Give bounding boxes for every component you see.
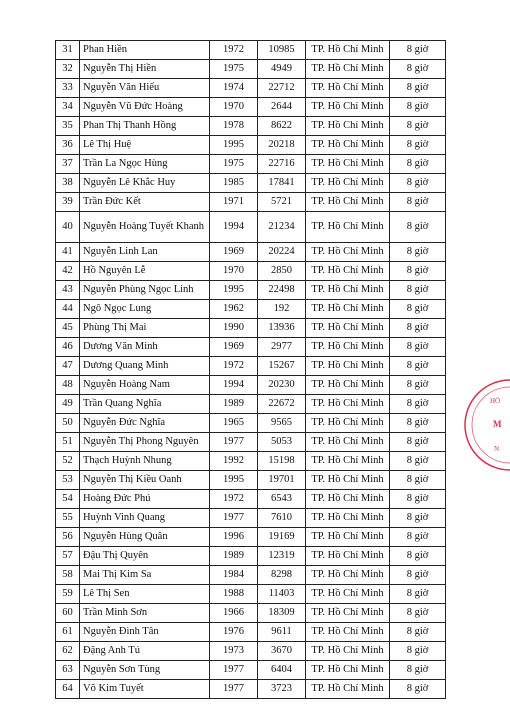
- table-row: [56, 509, 446, 528]
- table-row: [56, 41, 446, 60]
- cell-stt: 39: [56, 193, 80, 212]
- cell-year: 1972: [210, 357, 258, 376]
- table-row: [56, 193, 446, 212]
- table-row: [56, 528, 446, 547]
- cell-stt: 48: [56, 376, 80, 395]
- cell-year: 1994: [210, 376, 258, 395]
- red-seal-stamp: [470, 375, 510, 475]
- table-row: [56, 452, 446, 471]
- cell-hours: 8 giờ: [390, 319, 446, 338]
- cell-stt: 61: [56, 623, 80, 642]
- cell-year: 1988: [210, 585, 258, 604]
- cell-city: TP. Hồ Chí Minh: [306, 60, 390, 79]
- cell-name: Nguyễn Hùng Quân: [80, 528, 210, 547]
- cell-id: 2850: [258, 262, 306, 281]
- cell-city: TP. Hồ Chí Minh: [306, 243, 390, 262]
- cell-hours: 8 giờ: [390, 376, 446, 395]
- cell-name: Nguyễn Thị Phong Nguyên: [80, 433, 210, 452]
- cell-year: 1995: [210, 136, 258, 155]
- cell-hours: 8 giờ: [390, 471, 446, 490]
- cell-year: 1985: [210, 174, 258, 193]
- cell-city: TP. Hồ Chí Minh: [306, 680, 390, 699]
- cell-hours: 8 giờ: [390, 136, 446, 155]
- table-row: [56, 300, 446, 319]
- cell-stt: 40: [56, 212, 80, 243]
- cell-stt: 55: [56, 509, 80, 528]
- cell-city: TP. Hồ Chí Minh: [306, 136, 390, 155]
- cell-year: 1984: [210, 566, 258, 585]
- cell-city: TP. Hồ Chí Minh: [306, 414, 390, 433]
- cell-city: TP. Hồ Chí Minh: [306, 174, 390, 193]
- cell-hours: 8 giờ: [390, 174, 446, 193]
- cell-hours: 8 giờ: [390, 79, 446, 98]
- cell-name: Phùng Thị Mai: [80, 319, 210, 338]
- roster-table: [55, 40, 446, 699]
- table-row: [56, 281, 446, 300]
- table-row: [56, 243, 446, 262]
- cell-stt: 53: [56, 471, 80, 490]
- cell-id: 2977: [258, 338, 306, 357]
- cell-year: 1996: [210, 528, 258, 547]
- cell-hours: 8 giờ: [390, 623, 446, 642]
- cell-hours: 8 giờ: [390, 395, 446, 414]
- cell-year: 1977: [210, 433, 258, 452]
- cell-hours: 8 giờ: [390, 642, 446, 661]
- cell-stt: 35: [56, 117, 80, 136]
- cell-id: 22712: [258, 79, 306, 98]
- cell-city: TP. Hồ Chí Minh: [306, 585, 390, 604]
- cell-id: 5721: [258, 193, 306, 212]
- cell-id: 22716: [258, 155, 306, 174]
- cell-year: 1972: [210, 490, 258, 509]
- cell-id: 19169: [258, 528, 306, 547]
- table-row: [56, 338, 446, 357]
- cell-stt: 43: [56, 281, 80, 300]
- cell-id: 12319: [258, 547, 306, 566]
- cell-city: TP. Hồ Chí Minh: [306, 395, 390, 414]
- cell-city: TP. Hồ Chí Minh: [306, 433, 390, 452]
- cell-hours: 8 giờ: [390, 357, 446, 376]
- cell-stt: 57: [56, 547, 80, 566]
- cell-stt: 36: [56, 136, 80, 155]
- cell-stt: 64: [56, 680, 80, 699]
- cell-year: 1995: [210, 281, 258, 300]
- cell-name: Trần Minh Sơn: [80, 604, 210, 623]
- cell-city: TP. Hồ Chí Minh: [306, 661, 390, 680]
- roster-body: [56, 41, 446, 699]
- table-row: [56, 433, 446, 452]
- cell-name: Nguyễn Thị Kiều Oanh: [80, 471, 210, 490]
- table-row: [56, 357, 446, 376]
- cell-name: Trần Đức Kết: [80, 193, 210, 212]
- cell-name: Đặng Anh Tú: [80, 642, 210, 661]
- table-row: [56, 623, 446, 642]
- cell-hours: 8 giờ: [390, 509, 446, 528]
- cell-city: TP. Hồ Chí Minh: [306, 547, 390, 566]
- cell-year: 1977: [210, 680, 258, 699]
- table-row: [56, 642, 446, 661]
- cell-name: Phan Thị Thanh Hồng: [80, 117, 210, 136]
- table-row: [56, 262, 446, 281]
- cell-stt: 41: [56, 243, 80, 262]
- cell-city: TP. Hồ Chí Minh: [306, 262, 390, 281]
- cell-city: TP. Hồ Chí Minh: [306, 509, 390, 528]
- cell-id: 3670: [258, 642, 306, 661]
- cell-id: 9565: [258, 414, 306, 433]
- cell-city: TP. Hồ Chí Minh: [306, 566, 390, 585]
- cell-city: TP. Hồ Chí Minh: [306, 41, 390, 60]
- cell-city: TP. Hồ Chí Minh: [306, 212, 390, 243]
- cell-id: 5053: [258, 433, 306, 452]
- cell-name: Nguyễn Phùng Ngọc Linh: [80, 281, 210, 300]
- cell-hours: 8 giờ: [390, 414, 446, 433]
- cell-id: 11403: [258, 585, 306, 604]
- cell-stt: 33: [56, 79, 80, 98]
- cell-year: 1970: [210, 262, 258, 281]
- cell-stt: 45: [56, 319, 80, 338]
- cell-hours: 8 giờ: [390, 300, 446, 319]
- cell-name: Mai Thị Kim Sa: [80, 566, 210, 585]
- cell-id: 20218: [258, 136, 306, 155]
- cell-year: 1978: [210, 117, 258, 136]
- cell-name: Nguyễn Thị Hiền: [80, 60, 210, 79]
- cell-name: Võ Kim Tuyết: [80, 680, 210, 699]
- cell-name: Nguyễn Đình Tân: [80, 623, 210, 642]
- cell-year: 1975: [210, 60, 258, 79]
- cell-name: Phan Hiền: [80, 41, 210, 60]
- cell-name: Dương Văn Minh: [80, 338, 210, 357]
- table-row: [56, 136, 446, 155]
- cell-id: 10985: [258, 41, 306, 60]
- cell-year: 1974: [210, 79, 258, 98]
- cell-stt: 32: [56, 60, 80, 79]
- cell-city: TP. Hồ Chí Minh: [306, 79, 390, 98]
- cell-hours: 8 giờ: [390, 212, 446, 243]
- table-row: [56, 319, 446, 338]
- cell-id: 9611: [258, 623, 306, 642]
- cell-name: Lê Thị Huệ: [80, 136, 210, 155]
- cell-hours: 8 giờ: [390, 490, 446, 509]
- table-row: [56, 60, 446, 79]
- svg-text:N: N: [494, 445, 500, 453]
- cell-hours: 8 giờ: [390, 661, 446, 680]
- cell-name: Nguyễn Hoàng Nam: [80, 376, 210, 395]
- table-row: [56, 490, 446, 509]
- cell-hours: 8 giờ: [390, 193, 446, 212]
- table-row: [56, 680, 446, 699]
- cell-hours: 8 giờ: [390, 60, 446, 79]
- cell-name: Nguyễn Lê Khắc Huy: [80, 174, 210, 193]
- cell-stt: 63: [56, 661, 80, 680]
- cell-city: TP. Hồ Chí Minh: [306, 357, 390, 376]
- cell-year: 1970: [210, 98, 258, 117]
- table-row: [56, 395, 446, 414]
- cell-stt: 47: [56, 357, 80, 376]
- cell-id: 22672: [258, 395, 306, 414]
- cell-city: TP. Hồ Chí Minh: [306, 623, 390, 642]
- table-row: [56, 661, 446, 680]
- cell-name: Huỳnh Vinh Quang: [80, 509, 210, 528]
- cell-id: 8622: [258, 117, 306, 136]
- cell-hours: 8 giờ: [390, 338, 446, 357]
- cell-name: Nguyễn Sơn Tùng: [80, 661, 210, 680]
- cell-id: 3723: [258, 680, 306, 699]
- cell-city: TP. Hồ Chí Minh: [306, 281, 390, 300]
- cell-name: Ngô Ngọc Lung: [80, 300, 210, 319]
- cell-hours: 8 giờ: [390, 433, 446, 452]
- cell-stt: 31: [56, 41, 80, 60]
- cell-year: 1990: [210, 319, 258, 338]
- cell-stt: 51: [56, 433, 80, 452]
- cell-stt: 52: [56, 452, 80, 471]
- cell-name: Nguyễn Hoàng Tuyết Khanh: [80, 212, 210, 243]
- cell-id: 15267: [258, 357, 306, 376]
- cell-stt: 44: [56, 300, 80, 319]
- cell-stt: 37: [56, 155, 80, 174]
- cell-stt: 38: [56, 174, 80, 193]
- cell-hours: 8 giờ: [390, 41, 446, 60]
- cell-city: TP. Hồ Chí Minh: [306, 528, 390, 547]
- cell-year: 1971: [210, 193, 258, 212]
- table-row: [56, 585, 446, 604]
- table-row: [56, 98, 446, 117]
- cell-name: Trần La Ngọc Hùng: [80, 155, 210, 174]
- cell-name: Nguyễn Linh Lan: [80, 243, 210, 262]
- cell-stt: 62: [56, 642, 80, 661]
- cell-year: 1975: [210, 155, 258, 174]
- cell-stt: 54: [56, 490, 80, 509]
- cell-year: 1969: [210, 243, 258, 262]
- cell-city: TP. Hồ Chí Minh: [306, 319, 390, 338]
- cell-name: Lê Thị Sen: [80, 585, 210, 604]
- cell-stt: 34: [56, 98, 80, 117]
- cell-hours: 8 giờ: [390, 585, 446, 604]
- cell-name: Hồ Nguyên Lễ: [80, 262, 210, 281]
- cell-year: 1973: [210, 642, 258, 661]
- table-row: [56, 174, 446, 193]
- cell-city: TP. Hồ Chí Minh: [306, 452, 390, 471]
- cell-id: 4949: [258, 60, 306, 79]
- cell-id: 17841: [258, 174, 306, 193]
- svg-text:HỒ: HỒ: [490, 397, 501, 405]
- cell-hours: 8 giờ: [390, 281, 446, 300]
- cell-hours: 8 giờ: [390, 528, 446, 547]
- cell-id: 2644: [258, 98, 306, 117]
- cell-id: 6404: [258, 661, 306, 680]
- cell-name: Dương Quang Minh: [80, 357, 210, 376]
- cell-stt: 46: [56, 338, 80, 357]
- cell-year: 1977: [210, 661, 258, 680]
- cell-city: TP. Hồ Chí Minh: [306, 471, 390, 490]
- cell-id: 19701: [258, 471, 306, 490]
- cell-name: Trần Quang Nghĩa: [80, 395, 210, 414]
- table-row: [56, 547, 446, 566]
- cell-hours: 8 giờ: [390, 566, 446, 585]
- table-row: [56, 376, 446, 395]
- cell-city: TP. Hồ Chí Minh: [306, 193, 390, 212]
- cell-city: TP. Hồ Chí Minh: [306, 642, 390, 661]
- cell-id: 21234: [258, 212, 306, 243]
- cell-year: 1977: [210, 509, 258, 528]
- cell-id: 22498: [258, 281, 306, 300]
- svg-text:M: M: [493, 419, 502, 429]
- cell-id: 6543: [258, 490, 306, 509]
- cell-stt: 49: [56, 395, 80, 414]
- cell-city: TP. Hồ Chí Minh: [306, 338, 390, 357]
- cell-stt: 56: [56, 528, 80, 547]
- table-row: [56, 566, 446, 585]
- cell-year: 1969: [210, 338, 258, 357]
- cell-id: 192: [258, 300, 306, 319]
- cell-hours: 8 giờ: [390, 452, 446, 471]
- cell-stt: 59: [56, 585, 80, 604]
- cell-id: 7610: [258, 509, 306, 528]
- cell-hours: 8 giờ: [390, 547, 446, 566]
- cell-stt: 58: [56, 566, 80, 585]
- cell-name: Hoàng Đức Phú: [80, 490, 210, 509]
- cell-hours: 8 giờ: [390, 155, 446, 174]
- cell-year: 1972: [210, 41, 258, 60]
- cell-year: 1995: [210, 471, 258, 490]
- cell-city: TP. Hồ Chí Minh: [306, 300, 390, 319]
- cell-city: TP. Hồ Chí Minh: [306, 98, 390, 117]
- table-row: [56, 471, 446, 490]
- table-row: [56, 79, 446, 98]
- cell-id: 20230: [258, 376, 306, 395]
- cell-hours: 8 giờ: [390, 117, 446, 136]
- cell-id: 13936: [258, 319, 306, 338]
- cell-id: 20224: [258, 243, 306, 262]
- cell-year: 1992: [210, 452, 258, 471]
- table-row: [56, 414, 446, 433]
- cell-year: 1989: [210, 395, 258, 414]
- cell-year: 1976: [210, 623, 258, 642]
- cell-city: TP. Hồ Chí Minh: [306, 117, 390, 136]
- cell-hours: 8 giờ: [390, 680, 446, 699]
- cell-year: 1965: [210, 414, 258, 433]
- cell-stt: 50: [56, 414, 80, 433]
- cell-city: TP. Hồ Chí Minh: [306, 490, 390, 509]
- table-row: [56, 604, 446, 623]
- cell-hours: 8 giờ: [390, 243, 446, 262]
- cell-year: 1994: [210, 212, 258, 243]
- cell-name: Nguyễn Văn Hiếu: [80, 79, 210, 98]
- cell-city: TP. Hồ Chí Minh: [306, 604, 390, 623]
- cell-stt: 60: [56, 604, 80, 623]
- table-row: [56, 212, 446, 243]
- cell-id: 15198: [258, 452, 306, 471]
- cell-year: 1989: [210, 547, 258, 566]
- cell-year: 1962: [210, 300, 258, 319]
- cell-stt: 42: [56, 262, 80, 281]
- cell-city: TP. Hồ Chí Minh: [306, 376, 390, 395]
- cell-id: 8298: [258, 566, 306, 585]
- cell-name: Đậu Thị Quyên: [80, 547, 210, 566]
- table-row: [56, 155, 446, 174]
- cell-hours: 8 giờ: [390, 262, 446, 281]
- cell-name: Nguyễn Vũ Đức Hoàng: [80, 98, 210, 117]
- cell-year: 1966: [210, 604, 258, 623]
- cell-city: TP. Hồ Chí Minh: [306, 155, 390, 174]
- cell-hours: 8 giờ: [390, 98, 446, 117]
- cell-id: 18309: [258, 604, 306, 623]
- cell-name: Thạch Huỳnh Nhung: [80, 452, 210, 471]
- table-row: [56, 117, 446, 136]
- cell-hours: 8 giờ: [390, 604, 446, 623]
- cell-name: Nguyễn Đức Nghĩa: [80, 414, 210, 433]
